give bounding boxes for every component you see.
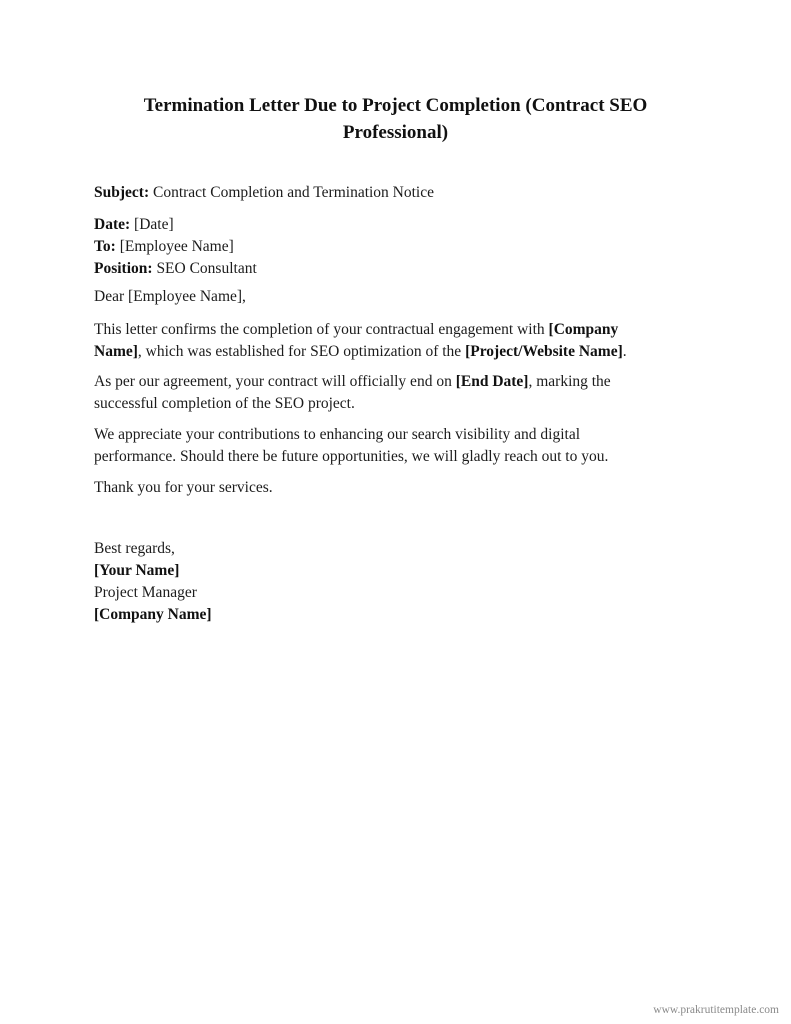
- paragraph-engagement: This letter confirms the completion of your contractual engagement with [Company Name], which was established for SEO optimization of the [Project/Website Name].: [94, 321, 627, 360]
- paragraph-end-date: As per our agreement, your contract will officially end on [End Date], marking the successful completion of the SEO project.: [94, 373, 611, 412]
- position-label: Position:: [94, 260, 153, 277]
- closing-block: [94, 538, 684, 626]
- footer-website: www.prakrutitemplate.com: [653, 1004, 779, 1016]
- paragraph-thanks: Thank you for your services.: [94, 479, 273, 496]
- subject-line: [94, 182, 684, 204]
- subject-label: Subject:: [94, 184, 150, 201]
- end-date-placeholder: [End Date]: [455, 373, 529, 390]
- signer-company: [Company Name]: [94, 606, 212, 623]
- title-line-1: Termination Letter Due to Project Completion (Contract SEO: [143, 95, 648, 116]
- company-placeholder: [Company: [548, 321, 619, 338]
- project-placeholder: [Project/Website Name]: [465, 343, 623, 360]
- position-field: [94, 258, 684, 280]
- to-label: To:: [94, 238, 116, 255]
- position-value: SEO Consultant: [152, 260, 257, 277]
- sign-off: Best regards,: [94, 540, 175, 557]
- signer-role: Project Manager: [94, 584, 197, 601]
- subject-value: Contract Completion and Termination Notice: [149, 184, 434, 201]
- to-field: [94, 236, 684, 258]
- signer-name: [Your Name]: [94, 562, 180, 579]
- date-label: Date:: [94, 216, 131, 233]
- header-fields: [94, 214, 684, 280]
- date-value: [Date]: [130, 216, 174, 233]
- date-field: [94, 214, 684, 236]
- salutation: Dear [Employee Name],: [94, 288, 246, 305]
- paragraph-appreciation: We appreciate your contributions to enhancing our search visibility and digital performance. Should there be future opportunities, we will gladly reach out to you.: [94, 426, 609, 465]
- title-line-2: Professional): [342, 122, 449, 143]
- document-title: [94, 92, 697, 146]
- to-value: [Employee Name]: [115, 238, 234, 255]
